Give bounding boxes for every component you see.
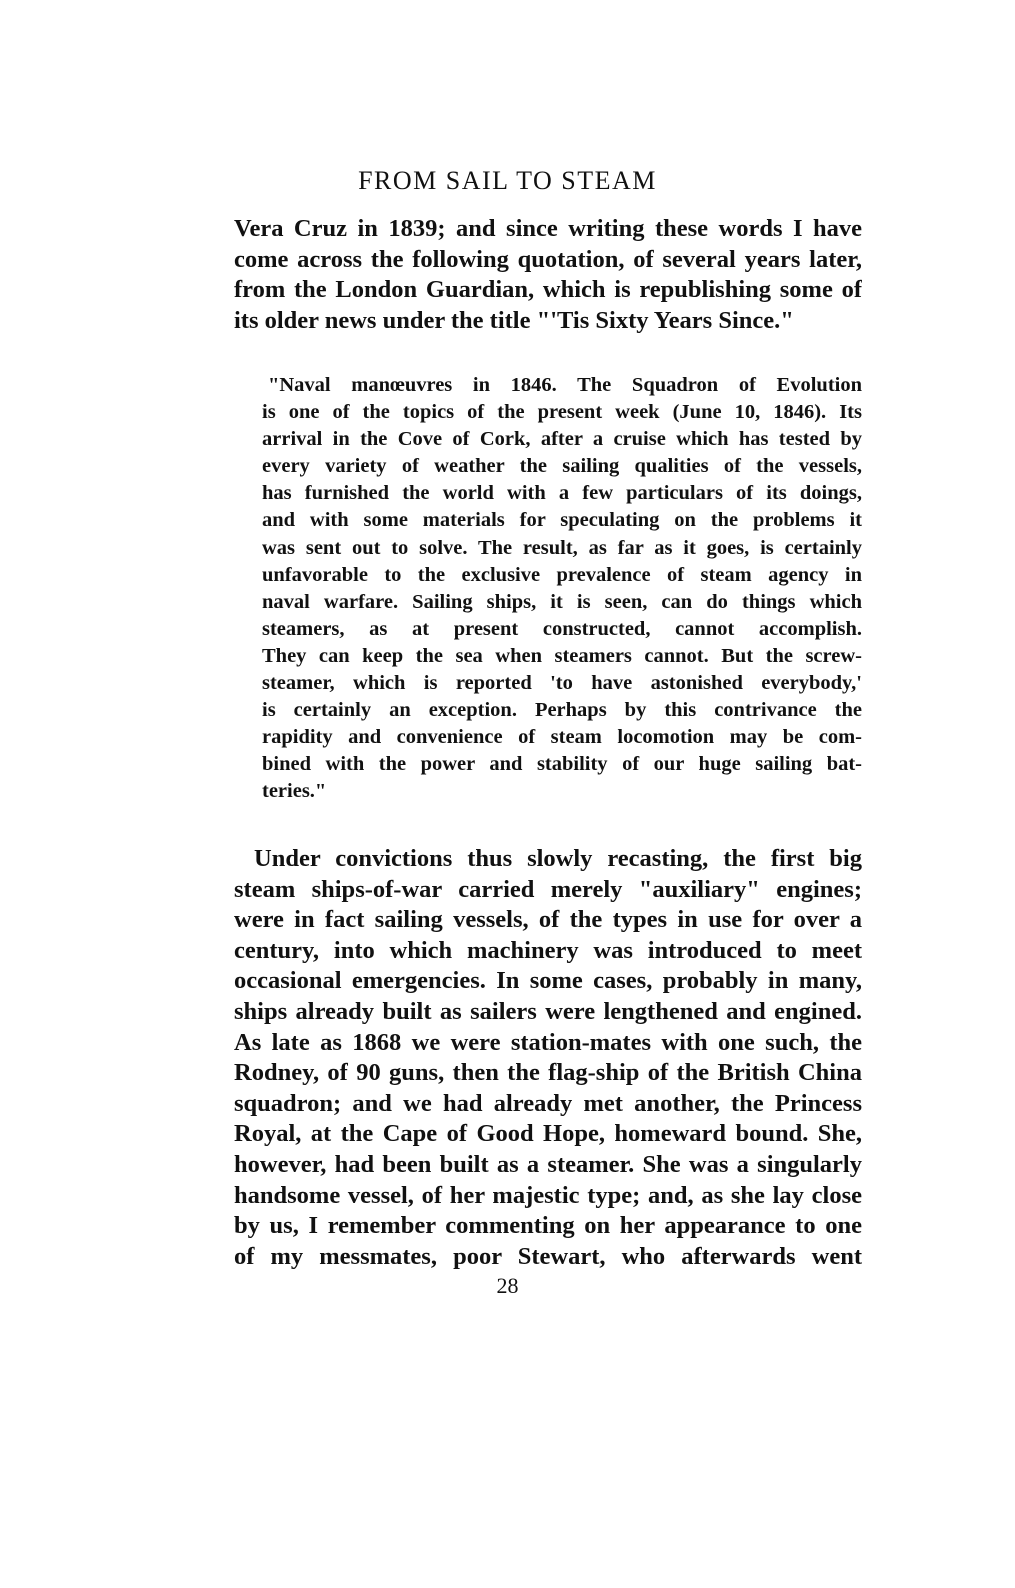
text-line: its older news under the title "'Tis Sixty Years Since." [234, 306, 794, 334]
quote-line: steamer, which is reported 'to have astonished everybody,' [262, 672, 862, 695]
quote-line: naval warfare. Sailing ships, it is seen, can do things which [262, 590, 862, 613]
quote-line: bined with the power and stability of our huge sailing bat- [262, 753, 862, 776]
text-line: ships already built as sailers were lengthened and engined. [234, 997, 862, 1025]
running-head: FROM SAIL TO STEAM [358, 166, 657, 195]
text-line: squadron; and we had already met another, the Princess [234, 1089, 862, 1117]
paragraph-2 [234, 844, 862, 1272]
text-line: steam ships-of-war carried merely "auxiliary" engines; [234, 875, 862, 903]
text-line: occasional emergencies. In some cases, probably in many, [234, 967, 862, 995]
text-line: from the London Guardian, which is republishing some of [234, 276, 862, 304]
block-quote [262, 372, 862, 806]
text-line: Vera Cruz in 1839; and since writing these words I have [234, 215, 862, 242]
quote-line: They can keep the sea when steamers cannot. But the screw- [262, 644, 862, 667]
quote-line: arrival in the Cove of Cork, after a cruise which has tested by [262, 428, 862, 451]
page-number: 28 [496, 1273, 519, 1298]
text-line: by us, I remember commenting on her appearance to one [234, 1212, 862, 1240]
text-line: Rodney, of 90 guns, then the flag-ship of the British China [234, 1059, 862, 1087]
text-line: however, had been built as a steamer. She was a singularly [234, 1150, 862, 1178]
quote-line: rapidity and convenience of steam locomotion may be com- [262, 726, 862, 749]
paragraph-1 [234, 214, 862, 336]
text-line: Under convictions thus slowly recasting, the first big [254, 845, 862, 872]
quote-line: is certainly an exception. Perhaps by this contrivance the [262, 699, 862, 722]
text-line: As late as 1868 we were station-mates with one such, the [234, 1028, 862, 1056]
text-line: century, into which machinery was introduced to meet [234, 936, 862, 964]
quote-line: has furnished the world with a few particulars of its doings, [262, 482, 862, 505]
text-line: of my messmates, poor Stewart, who afterwards went [234, 1242, 862, 1270]
quote-line: was sent out to solve. The result, as far as it goes, is certainly [262, 536, 862, 559]
quote-line: "Naval manœuvres in 1846. The Squadron of Evolution [268, 374, 862, 396]
text-line: were in fact sailing vessels, of the types in use for over a [234, 906, 862, 934]
text-line: handsome vessel, of her majestic type; and, as she lay close [234, 1181, 862, 1209]
quote-line: every variety of weather the sailing qualities of the vessels, [262, 455, 862, 478]
quote-line: teries." [262, 780, 327, 803]
quote-line: steamers, as at present constructed, cannot accomplish. [262, 617, 862, 640]
quote-line: unfavorable to the exclusive prevalence of steam agency in [262, 563, 862, 586]
text-line: Royal, at the Cape of Good Hope, homeward bound. She, [234, 1120, 862, 1148]
text-line: come across the following quotation, of several years later, [234, 245, 862, 273]
quote-line: is one of the topics of the present week (June 10, 1846). Its [262, 401, 862, 424]
quote-line: and with some materials for speculating on the problems it [262, 509, 862, 532]
